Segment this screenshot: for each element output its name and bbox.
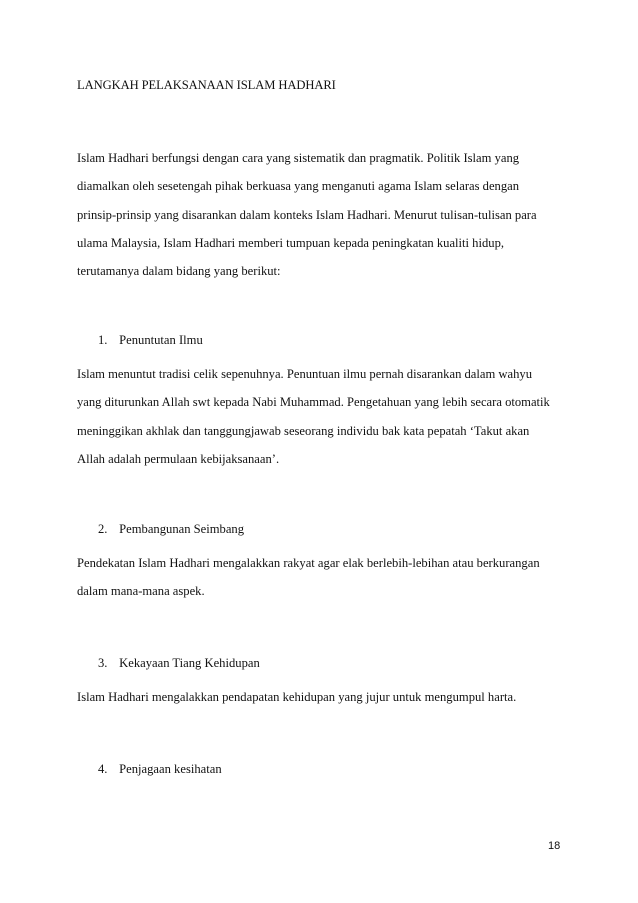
section-paragraph-3 [77,683,547,711]
intro-paragraph [77,144,547,285]
section-number: 2. [98,522,108,536]
paragraph-line: Islam menuntut tradisi celik sepenuhnya. Penuntuan ilmu pernah disarankan dalam wahyu [77,367,533,381]
section-title: Pembangunan Seimbang [119,522,245,536]
intro-line: diamalkan oleh sesetengah pihak berkuasa yang menganuti agama Islam selaras dengan [77,179,520,194]
paragraph-line: Islam Hadhari mengalakkan pendapatan kehidupan yang jujur untuk mengumpul harta. [77,690,517,704]
page-title: LANGKAH PELAKSANAAN ISLAM HADHARI [77,78,336,92]
section-number: 3. [98,656,108,670]
intro-line: ulama Malaysia, Islam Hadhari memberi tumpuan kepada peningkatan kualiti hidup, [77,235,505,250]
section-title: Penjagaan kesihatan [119,762,222,776]
paragraph-line: Pendekatan Islam Hadhari mengalakkan rakyat agar elak berlebih-lebihan atau berkurangan [77,556,540,570]
section-heading-3 [98,656,260,671]
section-heading-2 [98,522,244,537]
section-number: 4. [98,762,108,776]
section-paragraph-2 [77,549,547,606]
paragraph-line: yang diturunkan Allah swt kepada Nabi Muhammad. Pengetahuan yang lebih secara otomatik [77,395,550,410]
paragraph-line: Allah adalah permulaan kebijaksanaan’. [77,451,280,466]
section-title: Kekayaan Tiang Kehidupan [119,656,260,670]
paragraph-line: meninggikan akhlak dan tanggungjawab seseorang individu bak kata pepatah ‘Takut akan [77,423,530,438]
section-title: Penuntutan Ilmu [119,333,203,347]
section-paragraph-1 [77,360,550,473]
intro-line: terutamanya dalam bidang yang berikut: [77,264,281,279]
section-heading-4 [98,762,222,777]
section-number: 1. [98,333,108,347]
paragraph-line: dalam mana-mana aspek. [77,584,205,599]
intro-line: prinsip-prinsip yang disarankan dalam konteks Islam Hadhari. Menurut tulisan-tulisan para [77,207,537,222]
section-heading-1 [98,333,203,348]
intro-line: Islam Hadhari berfungsi dengan cara yang sistematik dan pragmatik. Politik Islam yang [77,151,520,165]
page-number: 18 [548,840,561,852]
